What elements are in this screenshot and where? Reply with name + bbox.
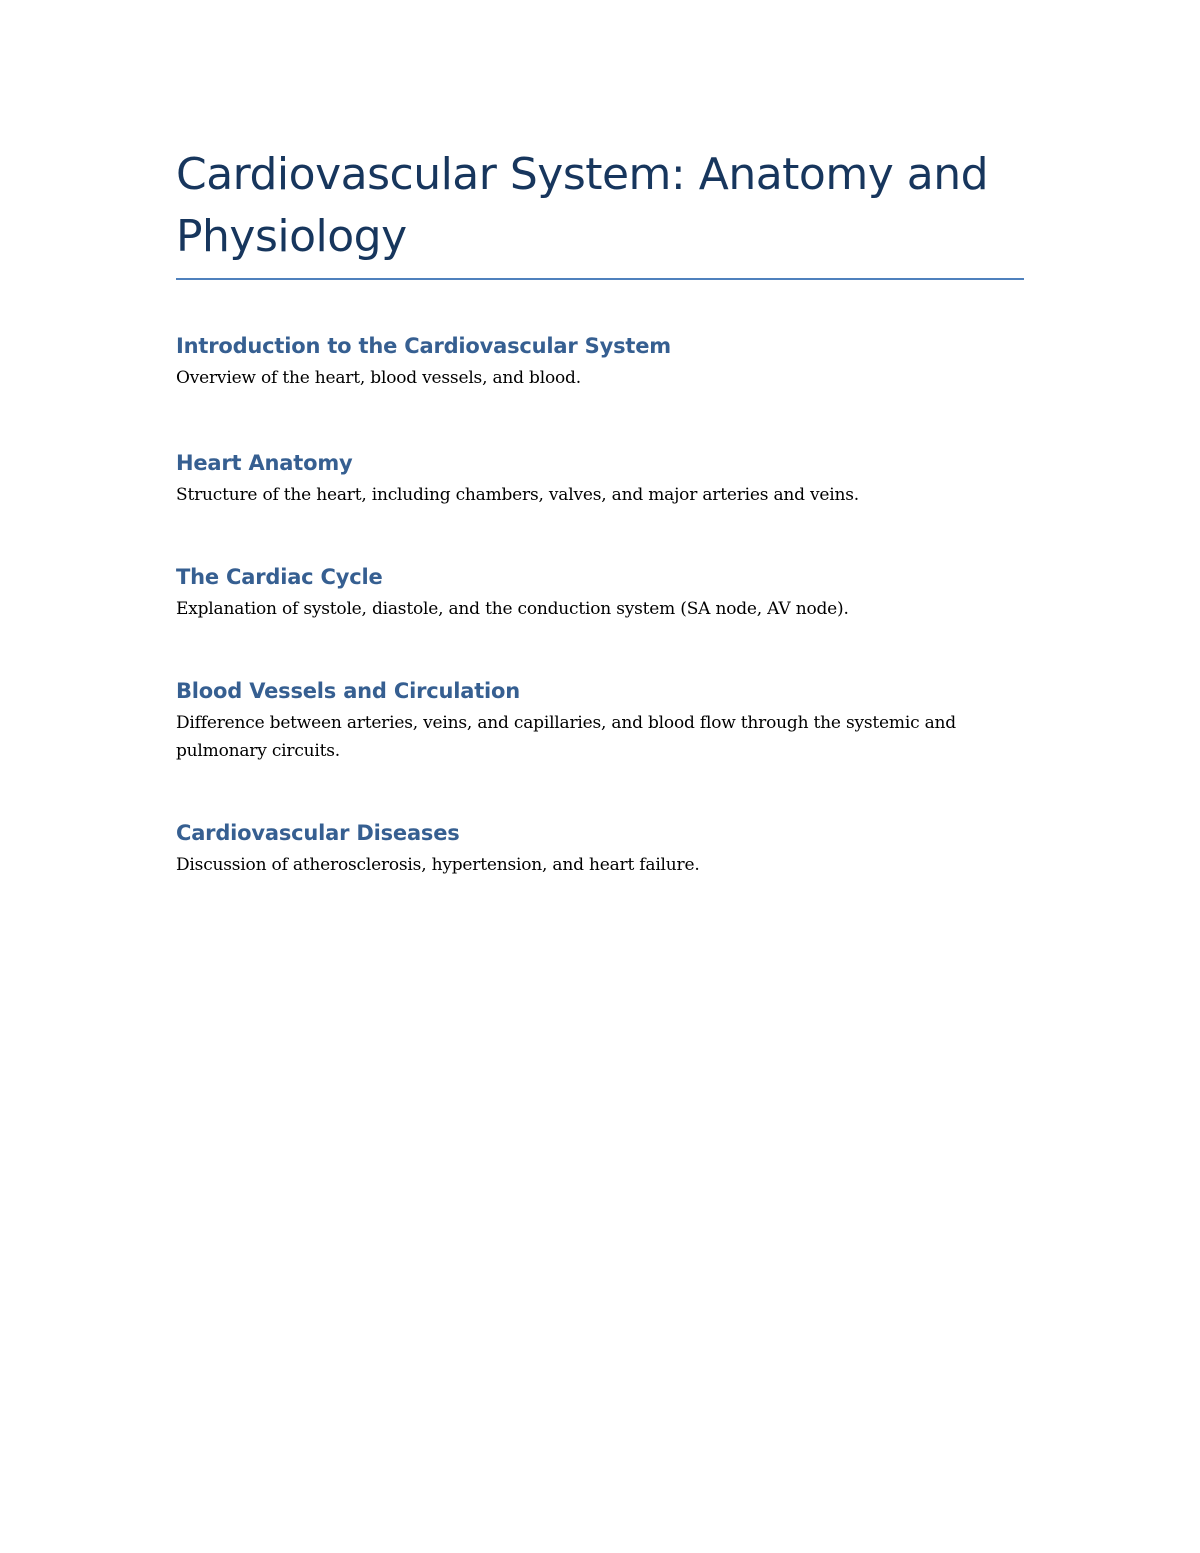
section-body: Difference between arteries, veins, and capillaries, and blood flow through the systemic and pulmonary circuits. <box>176 713 956 761</box>
section-heading: Cardiovascular Diseases <box>176 821 460 845</box>
section-body: Structure of the heart, including chambers, valves, and major arteries and veins. <box>176 485 859 505</box>
section-body: Discussion of atherosclerosis, hypertension, and heart failure. <box>176 855 700 875</box>
section-heading: Heart Anatomy <box>176 451 353 475</box>
document-content <box>176 144 1024 879</box>
title-underline <box>176 278 1024 280</box>
section-heading: The Cardiac Cycle <box>176 565 383 589</box>
section-diseases <box>176 819 1024 879</box>
document-title: Cardiovascular System: Anatomy and Physiology <box>176 149 989 262</box>
section-body: Explanation of systole, diastole, and the conduction system (SA node, AV node). <box>176 599 849 619</box>
section-blood-vessels <box>176 677 1024 765</box>
section-heading: Blood Vessels and Circulation <box>176 679 521 703</box>
section-heading: Introduction to the Cardiovascular System <box>176 334 671 358</box>
section-body: Overview of the heart, blood vessels, and blood. <box>176 368 581 388</box>
section-heart-anatomy <box>176 449 1024 509</box>
section-cardiac-cycle <box>176 563 1024 623</box>
section-introduction <box>176 332 1024 392</box>
